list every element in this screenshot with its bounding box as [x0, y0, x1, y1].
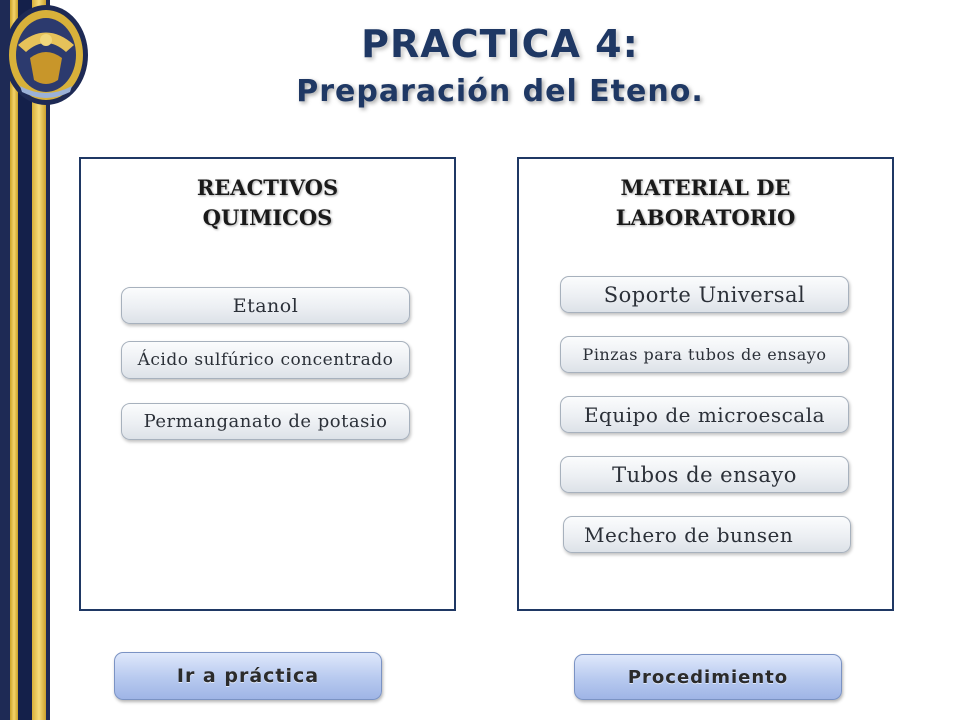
material-item-soporte-universal: Soporte Universal — [560, 276, 849, 313]
page-subtitle: Preparación del Eteno. — [296, 74, 704, 109]
university-seal-icon — [0, 0, 92, 110]
reactivos-heading — [81, 173, 454, 233]
material-item-tubos-ensayo: Tubos de ensayo — [560, 456, 849, 493]
material-heading-line1: MATERIAL DE — [620, 175, 791, 200]
material-heading-line2: LABORATORIO — [615, 205, 796, 230]
ir-a-practica-button[interactable]: Ir a práctica — [114, 652, 382, 700]
material-item-equipo-microescala: Equipo de microescala — [560, 396, 849, 433]
material-item-pinzas: Pinzas para tubos de ensayo — [560, 336, 849, 373]
page-title: PRACTICA 4: — [361, 22, 639, 66]
material-item-mechero-bunsen: Mechero de bunsen — [563, 516, 851, 553]
reactivo-item-permanganato: Permanganato de potasio — [121, 403, 410, 440]
reactivos-heading-line1: REACTIVOS — [196, 175, 339, 200]
material-heading — [519, 173, 892, 233]
reactivos-panel — [79, 157, 456, 611]
reactivo-item-etanol: Etanol — [121, 287, 410, 324]
reactivos-heading-line2: QUIMICOS — [202, 205, 333, 230]
procedimiento-button[interactable]: Procedimiento — [574, 654, 842, 700]
reactivo-item-acido-sulfurico: Ácido sulfúrico concentrado — [121, 341, 410, 379]
